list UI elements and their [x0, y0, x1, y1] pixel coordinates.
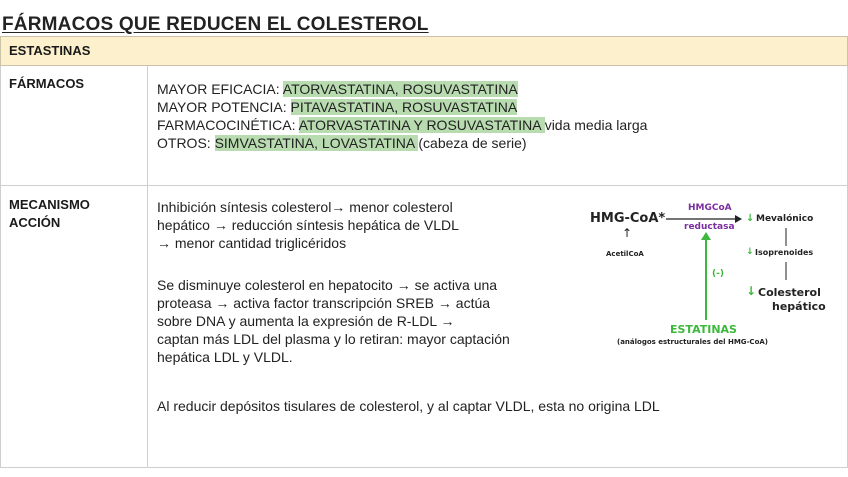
section-header [0, 36, 848, 66]
down-arrow-icon: ↓ [746, 247, 754, 257]
down-arrow-icon: ↓ [746, 284, 757, 298]
colesterol-label-line2: hepático [772, 300, 826, 313]
enzyme-label-line2: reductasa [684, 222, 735, 232]
mecanismo-para1: Inhibición síntesis colesterol→ menor colesterol hepático → reducción síntesis hepática de VLDL → menor cantidad triglicéridos [157, 199, 459, 251]
column-divider [147, 66, 148, 185]
column-divider [147, 186, 148, 467]
inhibition-label: (-) [712, 269, 724, 279]
farmacos-line: OTROS: SIMVASTATINA, LOVASTATINA (cabeza de serie) [157, 135, 527, 151]
mecanismo-para2: Se disminuye colesterol en hepatocito → se activa una proteasa → activa factor transcripción SREB → actúa sobre DNA y aumenta la expresión de R-LDL → captan más LDL del plasma y lo retiran: mayor captación hepática LDL y VLDL. [157, 277, 510, 365]
farmacos-line: MAYOR POTENCIA: PITAVASTATINA, ROSUVASTATINA [157, 99, 518, 115]
up-arrow-icon: ↑ [622, 226, 633, 240]
hmg-coa-pathway-diagram [590, 198, 830, 358]
down-arrow-icon: ↓ [746, 213, 755, 224]
mecanismo-para3: Al reducir depósitos tisulares de colesterol, y al captar VLDL, esta no origina LDL [157, 398, 660, 414]
acetil-coa-label: AcetilCoA [606, 250, 644, 258]
page-title: FÁRMACOS QUE REDUCEN EL COLESTEROL [2, 14, 429, 35]
farmacos-line: FARMACOCINÉTICA: ATORVASTATINA Y ROSUVASTATINA vida media larga [157, 117, 648, 133]
isoprenoides-label: Isoprenoides [755, 248, 814, 257]
row-farmacos [0, 66, 848, 186]
row-label-mecanismo: MECANISMO ACCIÓN [9, 197, 90, 230]
colesterol-label-line1: Colesterol [758, 286, 821, 299]
farmacos-line: MAYOR EFICACIA: ATORVASTATINA, ROSUVASTATINA [157, 81, 518, 97]
arrowhead-icon [735, 215, 742, 223]
hmg-coa-label: HMG-CoA* [590, 211, 666, 226]
statins-label: ESTATINAS [670, 323, 737, 336]
mevalonico-label: Mevalónico [756, 214, 814, 224]
statins-note: (análogos estructurales del HMG-CoA) [617, 338, 768, 346]
farmacos-content [157, 80, 647, 152]
arrowhead-up-icon [701, 232, 711, 240]
section-header-label: ESTASTINAS [9, 43, 91, 58]
enzyme-label-line1: HMGCoA [688, 203, 732, 213]
row-label-farmacos: FÁRMACOS [9, 76, 85, 91]
